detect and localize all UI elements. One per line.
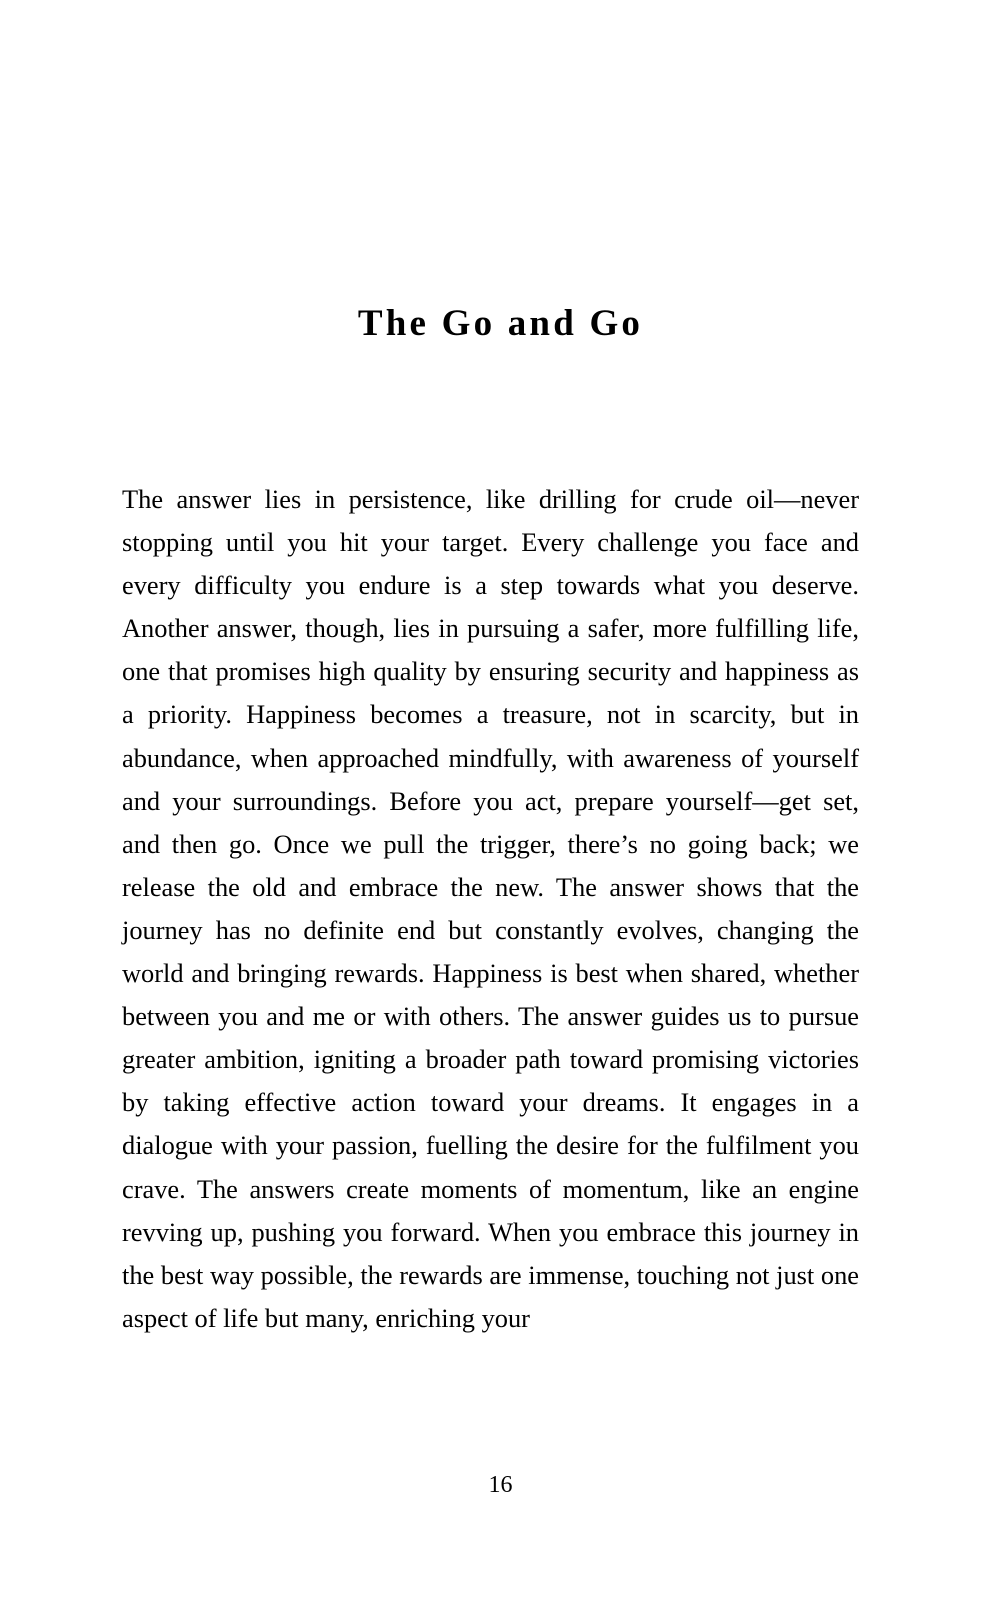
body-paragraph: The answer lies in persistence, like drilling for crude oil—never stopping until you hit your target. Every challenge you face and every difficulty you endure is a step towards what you deserve. Another answer, though, lies in pursuing a safer, more fulfilling life, one that promises high quality by ensuring security and happiness as a priority. Happiness becomes a treasure, not in scarcity, but in abundance, when approached mindfully, with awareness of yourself and your surroundings. Before you act, prepare yourself—get set, and then go. Once we pull the trigger, there’s no going back; we release the old and embrace the new. The answer shows that the journey has no definite end but constantly evolves, changing the world and bringing rewards. Happiness is best when shared, whether between you and me or with others. The answer guides us to pursue greater ambition, igniting a broader path toward promising victories by taking effective action toward your dreams. It engages in a dialogue with your passion, fuelling the desire for the fulfilment you crave. The answers create moments of momentum, like an engine revving up, pushing you forward. When you embrace this journey in the best way possible, the rewards are immense, touching not just one aspect of life but many, enriching your [122, 484, 859, 1333]
page-number: 16 [488, 1472, 513, 1498]
body-text-block [122, 478, 859, 1340]
page-title: The Go and Go [357, 302, 644, 344]
